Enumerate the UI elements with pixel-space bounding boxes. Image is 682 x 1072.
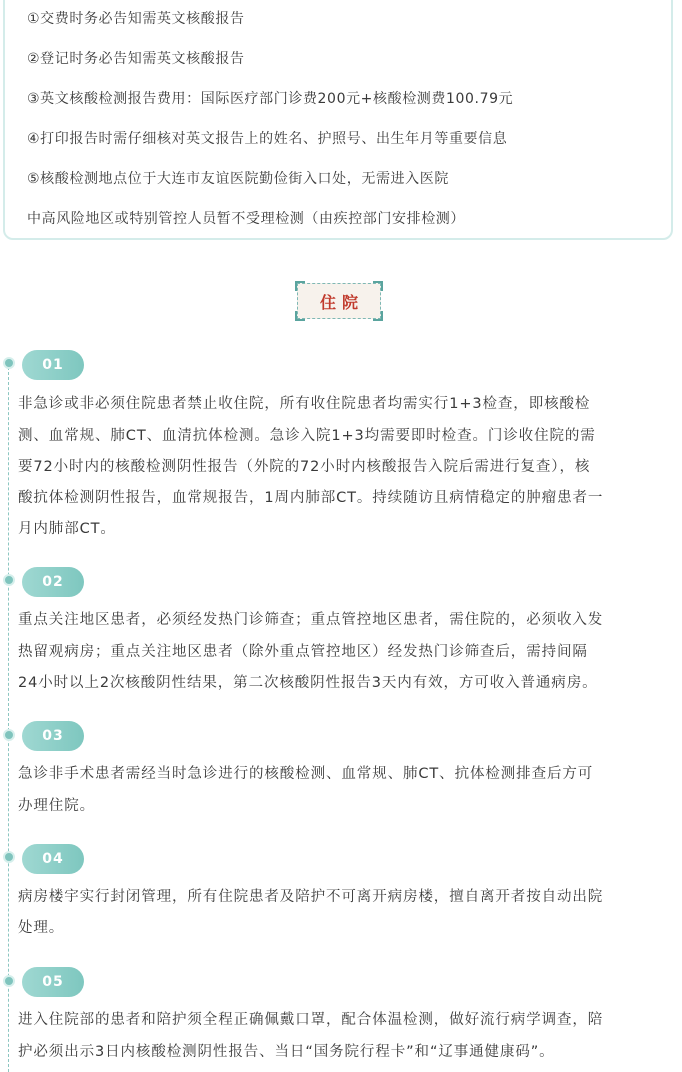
item-text-line: 测、血常规、肺CT、血清抗体检测。急诊入院1+3均需要即时检查。门诊收住院的需 bbox=[18, 428, 596, 444]
timeline-dot bbox=[3, 357, 15, 369]
item-text-line: 急诊非手术患者需经当时急诊进行的核酸检测、血常规、肺CT、抗体检测排查后方可 bbox=[18, 766, 594, 782]
notice-line: 中高风险地区或特别管控人员暂不受理检测（由疾控部门安排检测） bbox=[27, 211, 465, 227]
item-text-line: 非急诊或非必须住院患者禁止收住院，所有收住院患者均需实行1+3检查，即核酸检 bbox=[18, 396, 591, 412]
timeline-line bbox=[8, 362, 9, 1072]
section-title-text: 住院 bbox=[319, 292, 364, 312]
number-badge: 01 bbox=[22, 350, 84, 380]
item-text-line: 处理。 bbox=[18, 920, 65, 936]
notice-line: ⑤核酸检测地点位于大连市友谊医院勤俭街入口处，无需进入医院 bbox=[27, 171, 449, 187]
item-text-line: 重点关注地区患者，必须经发热门诊筛查；重点管控地区患者，需住院的，必须收入发 bbox=[18, 612, 604, 628]
section-title bbox=[297, 283, 381, 319]
item-text-line: 病房楼宇实行封闭管理，所有住院患者及陪护不可离开病房楼，擅自离开者按自动出院 bbox=[18, 889, 604, 905]
corner-decoration bbox=[295, 311, 305, 321]
corner-decoration bbox=[295, 281, 305, 291]
notice-line: ③英文核酸检测报告费用：国际医疗部门诊费200元+核酸检测费100.79元 bbox=[27, 91, 514, 107]
number-badge: 04 bbox=[22, 844, 84, 874]
notice-box bbox=[3, 0, 673, 240]
item-text-line: 进入住院部的患者和陪护须全程正确佩戴口罩，配合体温检测，做好流行病学调查，陪 bbox=[18, 1012, 604, 1028]
item-text-line: 热留观病房；重点关注地区患者（除外重点管控地区）经发热门诊筛查后，需持间隔 bbox=[18, 644, 588, 660]
notice-line: ②登记时务必告知需英文核酸报告 bbox=[27, 51, 245, 67]
item-text-line: 办理住院。 bbox=[18, 798, 95, 814]
notice-line: ①交费时务必告知需英文核酸报告 bbox=[27, 11, 245, 27]
number-badge: 02 bbox=[22, 567, 84, 597]
item-text-line: 护必须出示3日内核酸检测阴性报告、当日“国务院行程卡”和“辽事通健康码”。 bbox=[18, 1044, 555, 1060]
timeline-dot bbox=[3, 729, 15, 741]
item-text-line: 酸抗体检测阴性报告，血常规报告，1周内肺部CT。持续随访且病情稳定的肿瘤患者一 bbox=[18, 490, 604, 506]
item-text-line: 月内肺部CT。 bbox=[18, 521, 116, 537]
number-badge: 05 bbox=[22, 967, 84, 997]
timeline-dot bbox=[3, 975, 15, 987]
item-text-line: 要72小时内的核酸检测阴性报告（外院的72小时内核酸报告入院后需进行复查），核 bbox=[18, 459, 591, 475]
timeline-dot bbox=[3, 574, 15, 586]
notice-line: ④打印报告时需仔细核对英文报告上的姓名、护照号、出生年月等重要信息 bbox=[27, 131, 508, 147]
timeline-dot bbox=[3, 851, 15, 863]
item-text-line: 24小时以上2次核酸阴性结果，第二次核酸阴性报告3天内有效，方可收入普通病房。 bbox=[18, 675, 598, 691]
number-badge: 03 bbox=[22, 721, 84, 751]
corner-decoration bbox=[373, 311, 383, 321]
corner-decoration bbox=[373, 281, 383, 291]
